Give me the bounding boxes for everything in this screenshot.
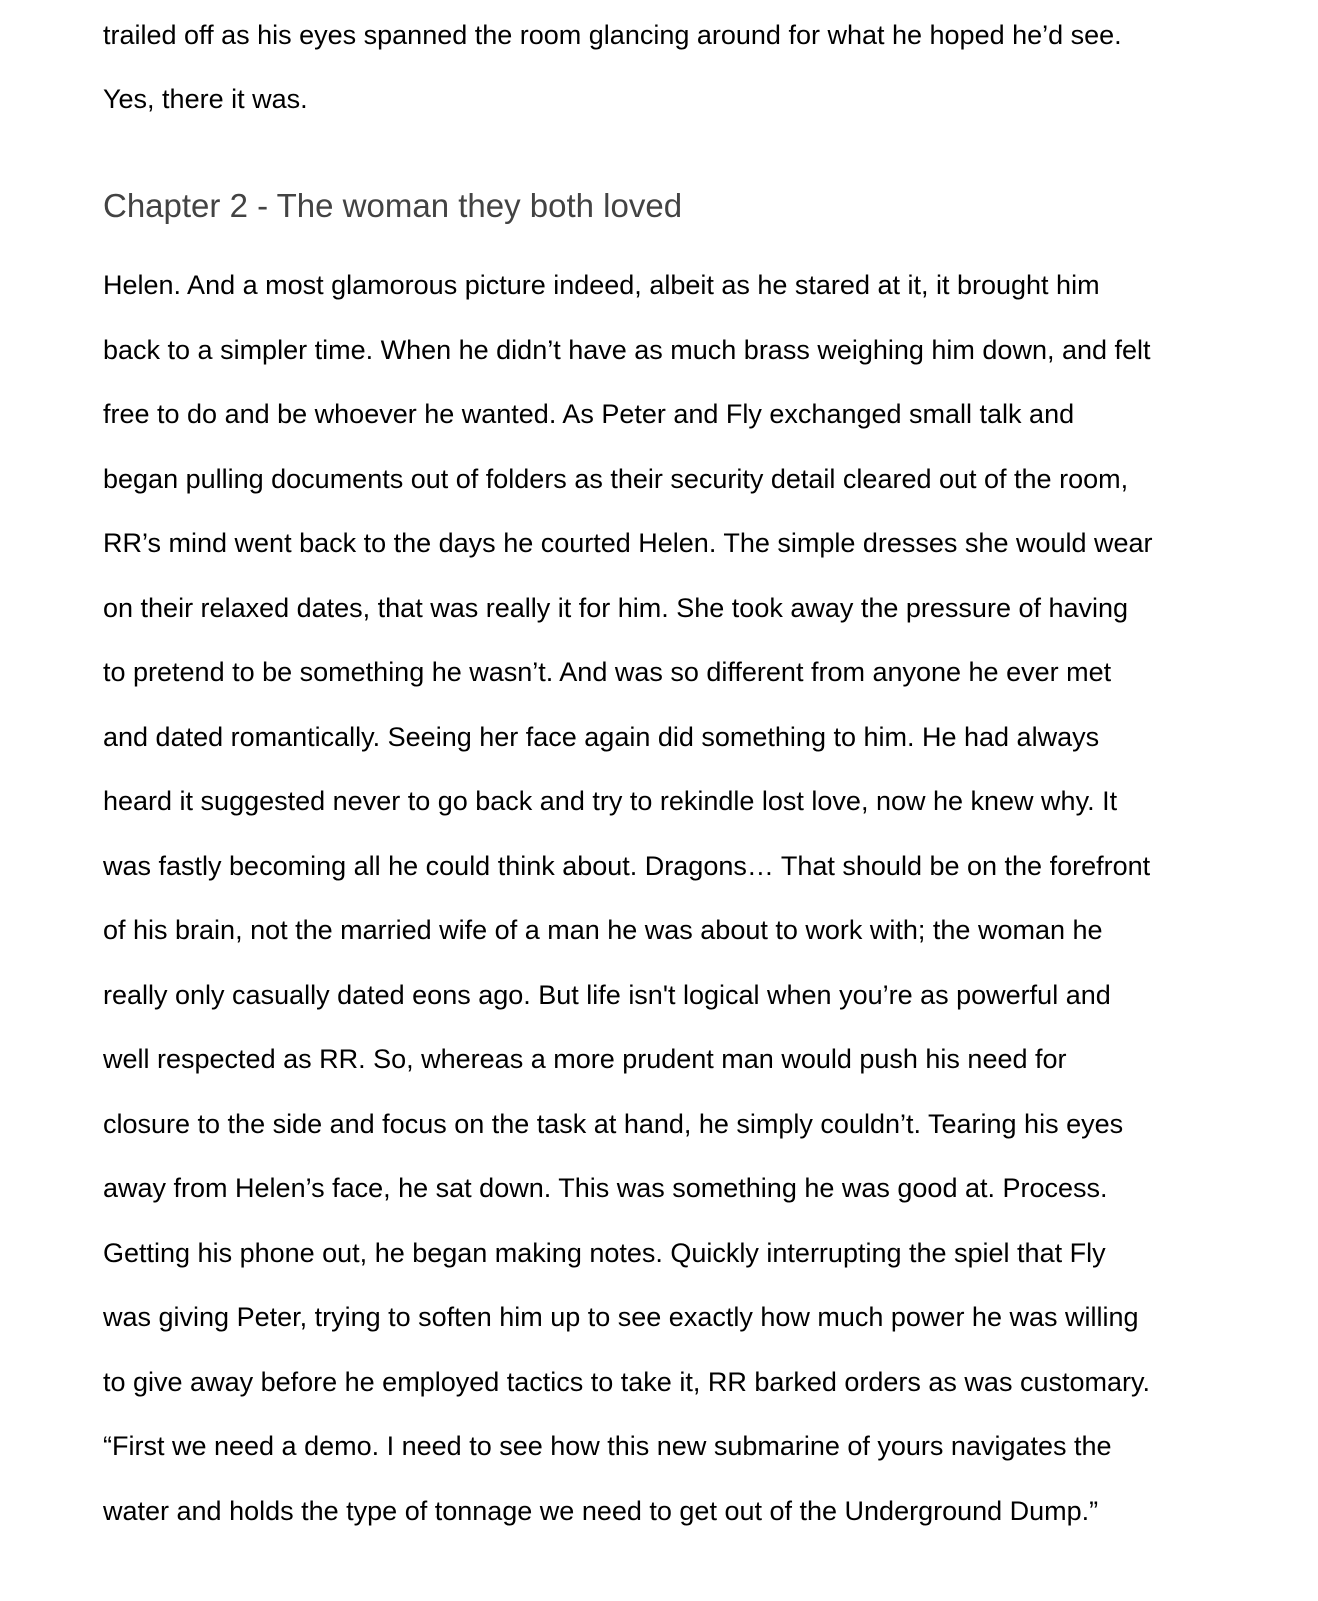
paragraph-line: free to do and be whoever he wanted. As Peter and Fly exchanged small talk and [103,399,1075,429]
paragraph-line: to give away before he employed tactics to take it, RR barked orders as was customary. [103,1367,1150,1397]
paragraph-line: Yes, there it was. [103,84,308,114]
paragraph-line: began pulling documents out of folders as their security detail cleared out of the room, [103,464,1129,494]
paragraph-line: Getting his phone out, he began making notes. Quickly interrupting the spiel that Fly [103,1238,1106,1268]
paragraph-line: closure to the side and focus on the task at hand, he simply couldn’t. Tearing his eyes [103,1109,1124,1139]
paragraph-line: “First we need a demo. I need to see how this new submarine of yours navigates the [103,1431,1112,1461]
paragraph-line: was giving Peter, trying to soften him up to see exactly how much power he was willing [103,1302,1139,1332]
paragraph-line: on their relaxed dates, that was really it for him. She took away the pressure of having [103,593,1129,623]
paragraph-line: of his brain, not the married wife of a man he was about to work with; the woman he [103,915,1103,945]
paragraph-line: away from Helen’s face, he sat down. This was something he was good at. Process. [103,1173,1108,1203]
paragraph-line: to pretend to be something he wasn’t. And was so different from anyone he ever met [103,657,1112,687]
paragraph-line: RR’s mind went back to the days he courted Helen. The simple dresses she would wear [103,528,1153,558]
paragraph-line: Helen. And a most glamorous picture indeed, albeit as he stared at it, it brought him [103,270,1100,300]
paragraph-line: back to a simpler time. When he didn’t have as much brass weighing him down, and felt [103,335,1151,365]
chapter-heading: Chapter 2 - The woman they both loved [103,187,683,224]
paragraph-line: heard it suggested never to go back and try to rekindle lost love, now he knew why. It [103,786,1118,816]
paragraph-line: well respected as RR. So, whereas a more prudent man would push his need for [103,1044,1067,1074]
paragraph-line: was fastly becoming all he could think about. Dragons… That should be on the forefront [103,851,1151,881]
paragraph-line: really only casually dated eons ago. But life isn't logical when you’re as powerful and [103,980,1111,1010]
paragraph-line: water and holds the type of tonnage we need to get out of the Underground Dump.” [103,1496,1099,1526]
paragraph-line: trailed off as his eyes spanned the room glancing around for what he hoped he’d see. [103,20,1122,50]
paragraph-line: and dated romantically. Seeing her face again did something to him. He had always [103,722,1100,752]
